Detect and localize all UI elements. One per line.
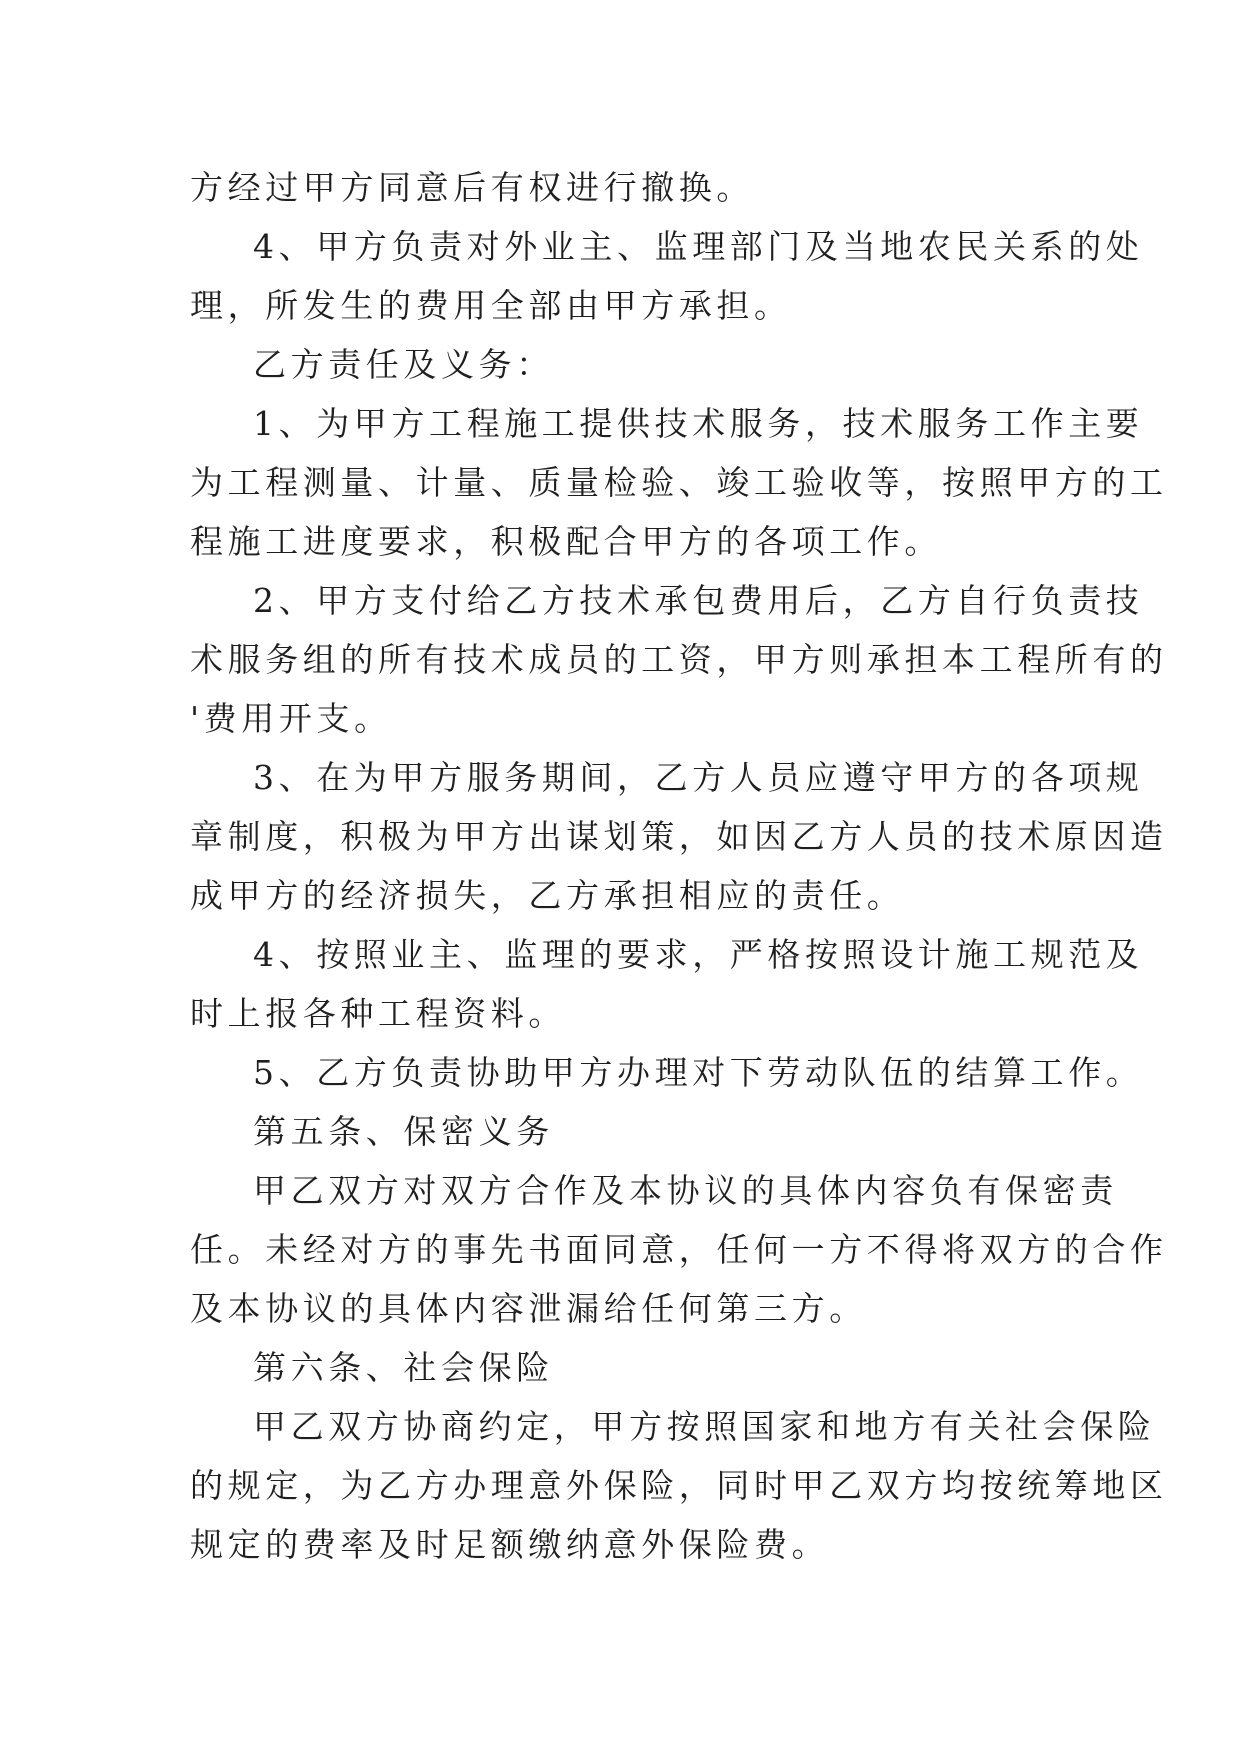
- text-line: 及本协议的具体内容泄漏给任何第三方。: [190, 1289, 867, 1328]
- text-line: 章制度，积极为甲方出谋划策，如因乙方人员的技术原因造: [190, 817, 1168, 856]
- text-line: 为工程测量、计量、质量检验、竣工验收等，按照甲方的工: [190, 463, 1168, 502]
- paragraph-line: 3、在为甲方服务期间，乙方人员应遵守甲方的各项规: [253, 758, 1144, 797]
- text-line: 的规定，为乙方办理意外保险，同时甲乙双方均按统筹地区: [190, 1466, 1168, 1505]
- text-line: 程施工进度要求，积极配合甲方的各项工作。: [190, 522, 942, 561]
- text-line: 时上报各种工程资料。: [190, 994, 566, 1033]
- text-line: 理，所发生的费用全部由甲方承担。: [190, 286, 792, 325]
- paragraph-line: 4、按照业主、监理的要求，严格按照设计施工规范及: [253, 935, 1144, 974]
- document-body: [190, 158, 1168, 1574]
- text-line: 术服务组的所有技术成员的工资，甲方则承担本工程所有的: [190, 640, 1168, 679]
- text-line: 任。未经对方的事先书面同意，任何一方不得将双方的合作: [190, 1230, 1168, 1269]
- paragraph-line: 甲乙双方协商约定，甲方按照国家和地方有关社会保险: [253, 1407, 1156, 1446]
- paragraph-line: 1、为甲方工程施工提供技术服务，技术服务工作主要: [253, 404, 1144, 443]
- section-heading: 乙方责任及义务：: [253, 345, 554, 384]
- paragraph-line: 2、甲方支付给乙方技术承包费用后，乙方自行负责技: [253, 581, 1144, 620]
- paragraph-line: 5、乙方负责协助甲方办理对下劳动队伍的结算工作。: [253, 1053, 1144, 1092]
- text-line: '费用开支。: [190, 699, 392, 738]
- article-heading: 第六条、社会保险: [253, 1348, 554, 1387]
- article-heading: 第五条、保密义务: [253, 1112, 554, 1151]
- text-line: 规定的费率及时足额缴纳意外保险费。: [190, 1525, 830, 1564]
- text-line: 方经过甲方同意后有权进行撤换。: [190, 168, 754, 207]
- text-line: 成甲方的经济损失，乙方承担相应的责任。: [190, 876, 905, 915]
- paragraph-line: 甲乙双方对双方合作及本协议的具体内容负有保密责: [253, 1171, 1118, 1210]
- paragraph-line: 4、甲方负责对外业主、监理部门及当地农民关系的处: [253, 227, 1144, 266]
